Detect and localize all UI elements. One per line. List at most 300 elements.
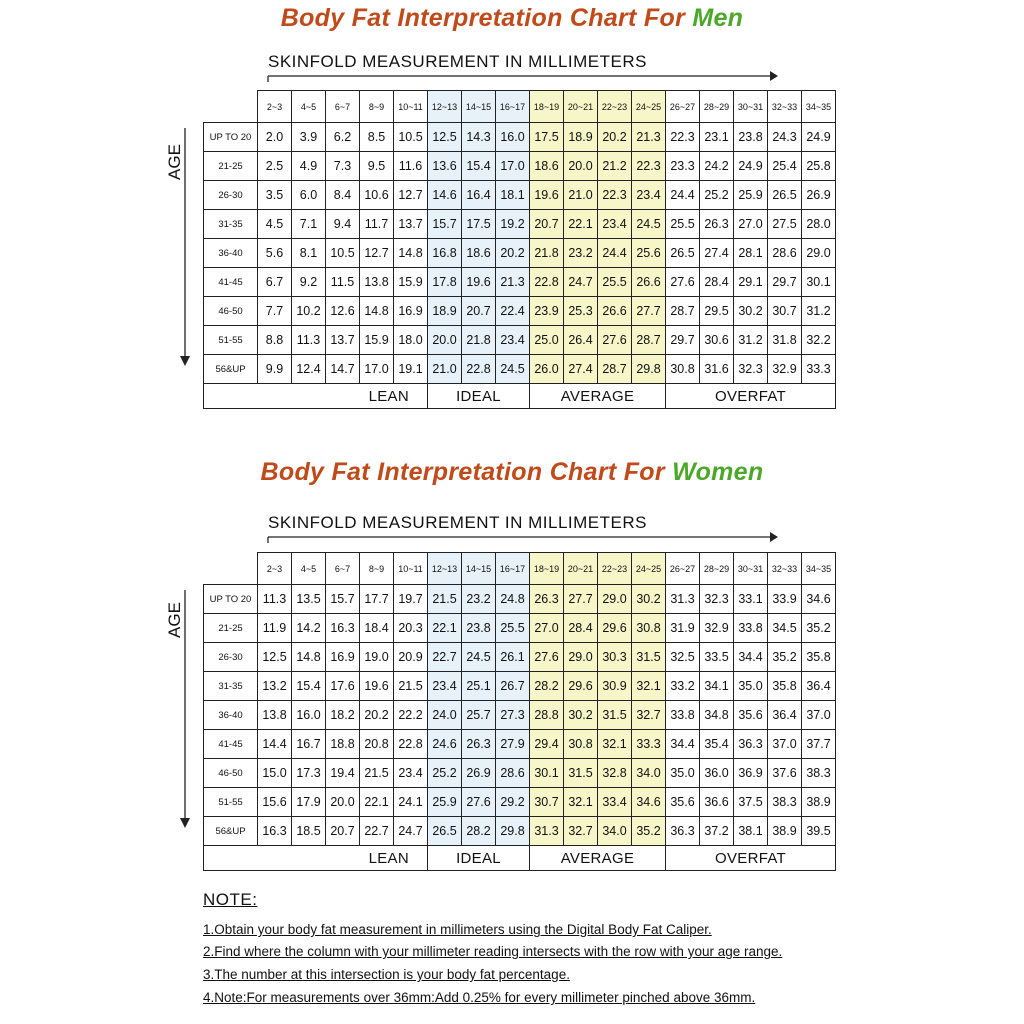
men-body-fat-cell: 9.2	[292, 268, 326, 297]
women-body-fat-cell: 16.3	[326, 614, 360, 643]
men-body-fat-cell: 30.8	[666, 355, 700, 384]
men-body-fat-cell: 17.8	[428, 268, 462, 297]
women-body-fat-cell: 30.1	[530, 759, 564, 788]
note-line-2: 2.Find where the column with your millimeter reading intersects with the row with your age range.	[203, 944, 783, 959]
women-body-fat-cell: 25.7	[462, 701, 496, 730]
men-body-fat-cell: 2.5	[258, 152, 292, 181]
men-body-fat-cell: 19.6	[530, 181, 564, 210]
men-body-fat-cell: 26.4	[564, 326, 598, 355]
men-body-fat-cell: 16.9	[394, 297, 428, 326]
men-body-fat-cell: 29.5	[700, 297, 734, 326]
women-body-fat-cell: 33.9	[768, 585, 802, 614]
men-body-fat-cell: 25.6	[632, 239, 666, 268]
women-body-fat-cell: 17.7	[360, 585, 394, 614]
women-body-fat-cell: 33.4	[598, 788, 632, 817]
women-body-fat-cell: 35.0	[734, 672, 768, 701]
men-body-fat-cell: 25.5	[666, 210, 700, 239]
men-body-fat-cell: 30.2	[734, 297, 768, 326]
women-body-fat-cell: 34.8	[700, 701, 734, 730]
women-body-fat-cell: 24.7	[394, 817, 428, 846]
men-body-fat-cell: 14.7	[326, 355, 360, 384]
women-body-fat-cell: 33.3	[632, 730, 666, 759]
men-column-header: 2~3	[258, 91, 292, 123]
men-age-row-header: 26-30	[204, 181, 258, 210]
men-age-axis-label: AGE	[164, 144, 184, 180]
men-header-row	[204, 91, 836, 123]
men-body-fat-cell: 19.2	[496, 210, 530, 239]
women-body-fat-cell: 36.4	[802, 672, 836, 701]
women-body-fat-cell: 38.9	[802, 788, 836, 817]
women-body-fat-cell: 26.3	[530, 585, 564, 614]
men-body-fat-cell: 21.2	[598, 152, 632, 181]
men-age-row-header: 56&UP	[204, 355, 258, 384]
women-body-fat-cell: 34.4	[666, 730, 700, 759]
men-body-fat-cell: 10.5	[326, 239, 360, 268]
women-chart-title	[0, 458, 1024, 487]
men-body-fat-cell: 24.9	[802, 123, 836, 152]
men-body-fat-cell: 28.7	[632, 326, 666, 355]
men-body-fat-cell: 22.3	[632, 152, 666, 181]
women-age-row-header: UP TO 20	[204, 585, 258, 614]
women-body-fat-cell: 36.9	[734, 759, 768, 788]
women-age-row-header: 46-50	[204, 759, 258, 788]
men-body-fat-cell: 27.6	[598, 326, 632, 355]
women-body-fat-cell: 29.0	[598, 585, 632, 614]
men-body-fat-cell: 30.7	[768, 297, 802, 326]
men-body-fat-cell: 7.3	[326, 152, 360, 181]
women-body-fat-cell: 19.7	[394, 585, 428, 614]
men-body-fat-cell: 20.0	[564, 152, 598, 181]
women-table-row	[204, 730, 836, 759]
women-column-header: 28~29	[700, 553, 734, 585]
women-body-fat-cell: 33.1	[734, 585, 768, 614]
women-x-axis-label: SKINFOLD MEASUREMENT IN MILLIMETERS	[268, 513, 647, 532]
women-body-fat-cell: 27.0	[530, 614, 564, 643]
men-table-row	[204, 181, 836, 210]
men-body-fat-cell: 16.0	[496, 123, 530, 152]
men-body-fat-cell: 29.7	[768, 268, 802, 297]
men-body-fat-cell: 23.4	[496, 326, 530, 355]
women-body-fat-cell: 31.5	[598, 701, 632, 730]
women-body-fat-cell: 35.6	[734, 701, 768, 730]
women-body-fat-cell: 38.3	[802, 759, 836, 788]
men-body-fat-cell: 8.4	[326, 181, 360, 210]
women-table-row	[204, 643, 836, 672]
women-body-fat-cell: 19.6	[360, 672, 394, 701]
men-column-header: 28~29	[700, 91, 734, 123]
women-body-fat-cell: 15.4	[292, 672, 326, 701]
women-body-fat-cell: 36.6	[700, 788, 734, 817]
women-age-row-header: 56&UP	[204, 817, 258, 846]
women-body-fat-cell: 23.4	[428, 672, 462, 701]
women-column-header: 4~5	[292, 553, 326, 585]
men-title-prefix: Body Fat Interpretation Chart For	[280, 4, 686, 32]
women-body-fat-cell: 37.5	[734, 788, 768, 817]
men-column-header: 10~11	[394, 91, 428, 123]
men-column-header: 16~17	[496, 91, 530, 123]
men-body-fat-cell: 12.6	[326, 297, 360, 326]
women-body-fat-cell: 26.9	[462, 759, 496, 788]
women-column-header: 26~27	[666, 553, 700, 585]
women-body-fat-cell: 14.4	[258, 730, 292, 759]
women-title-prefix: Body Fat Interpretation Chart For	[260, 458, 665, 486]
men-body-fat-cell: 11.5	[326, 268, 360, 297]
women-body-fat-cell: 35.8	[768, 672, 802, 701]
women-body-fat-cell: 17.6	[326, 672, 360, 701]
men-x-axis-arrow	[268, 70, 778, 84]
women-body-fat-cell: 15.0	[258, 759, 292, 788]
women-body-fat-cell: 33.8	[666, 701, 700, 730]
women-body-fat-cell: 13.2	[258, 672, 292, 701]
men-body-fat-cell: 31.6	[700, 355, 734, 384]
women-body-fat-cell: 32.1	[632, 672, 666, 701]
women-body-fat-cell: 22.8	[394, 730, 428, 759]
women-body-fat-cell: 20.8	[360, 730, 394, 759]
women-body-fat-cell: 24.5	[462, 643, 496, 672]
men-body-fat-cell: 3.9	[292, 123, 326, 152]
men-body-fat-cell: 2.0	[258, 123, 292, 152]
women-body-fat-cell: 35.0	[666, 759, 700, 788]
women-body-fat-cell: 26.1	[496, 643, 530, 672]
women-body-fat-cell: 20.9	[394, 643, 428, 672]
men-body-fat-cell: 30.1	[802, 268, 836, 297]
women-body-fat-cell: 21.5	[360, 759, 394, 788]
women-category-label: OVERFAT	[666, 846, 836, 871]
men-body-fat-cell: 18.9	[564, 123, 598, 152]
women-x-axis-arrow	[268, 531, 778, 545]
women-body-fat-cell: 29.6	[598, 614, 632, 643]
men-body-fat-cell: 18.9	[428, 297, 462, 326]
women-column-header: 12~13	[428, 553, 462, 585]
women-body-fat-cell: 29.0	[564, 643, 598, 672]
men-category-label: AVERAGE	[530, 384, 666, 409]
women-body-fat-cell: 30.9	[598, 672, 632, 701]
women-body-fat-cell: 21.5	[394, 672, 428, 701]
men-body-fat-cell: 28.7	[666, 297, 700, 326]
men-body-fat-cell: 32.3	[734, 355, 768, 384]
women-body-fat-cell: 34.4	[734, 643, 768, 672]
men-body-fat-cell: 7.7	[258, 297, 292, 326]
women-body-fat-cell: 28.2	[530, 672, 564, 701]
men-body-fat-cell: 15.9	[360, 326, 394, 355]
women-body-fat-cell: 16.3	[258, 817, 292, 846]
women-column-header: 24~25	[632, 553, 666, 585]
men-body-fat-cell: 6.0	[292, 181, 326, 210]
men-body-fat-cell: 6.7	[258, 268, 292, 297]
women-body-fat-cell: 22.2	[394, 701, 428, 730]
men-body-fat-cell: 21.0	[564, 181, 598, 210]
women-body-fat-cell: 25.5	[496, 614, 530, 643]
men-body-fat-cell: 30.6	[700, 326, 734, 355]
men-column-header: 24~25	[632, 91, 666, 123]
men-body-fat-cell: 22.4	[496, 297, 530, 326]
women-body-fat-cell: 31.5	[564, 759, 598, 788]
women-body-fat-cell: 22.7	[428, 643, 462, 672]
men-body-fat-cell: 17.5	[530, 123, 564, 152]
men-body-fat-cell: 7.1	[292, 210, 326, 239]
women-body-fat-cell: 28.6	[496, 759, 530, 788]
men-body-fat-cell: 23.1	[700, 123, 734, 152]
women-body-fat-cell: 36.4	[768, 701, 802, 730]
men-body-fat-cell: 12.5	[428, 123, 462, 152]
women-age-row-header: 36-40	[204, 701, 258, 730]
men-body-fat-cell: 23.3	[666, 152, 700, 181]
women-body-fat-cell: 33.8	[734, 614, 768, 643]
men-body-fat-cell: 19.6	[462, 268, 496, 297]
women-body-fat-cell: 15.6	[258, 788, 292, 817]
men-body-fat-cell: 14.3	[462, 123, 496, 152]
women-body-fat-cell: 30.8	[632, 614, 666, 643]
men-body-fat-cell: 8.8	[258, 326, 292, 355]
men-table-row	[204, 239, 836, 268]
men-body-fat-cell: 22.3	[666, 123, 700, 152]
men-body-fat-cell: 28.6	[768, 239, 802, 268]
men-body-fat-cell: 24.5	[632, 210, 666, 239]
women-category-label: LEAN	[204, 846, 428, 871]
men-age-row-header: UP TO 20	[204, 123, 258, 152]
women-body-fat-cell: 35.4	[700, 730, 734, 759]
men-body-fat-cell: 21.3	[496, 268, 530, 297]
women-column-header: 18~19	[530, 553, 564, 585]
men-body-fat-cell: 25.4	[768, 152, 802, 181]
men-body-fat-cell: 31.2	[802, 297, 836, 326]
women-body-fat-cell: 33.2	[666, 672, 700, 701]
men-x-axis-label: SKINFOLD MEASUREMENT IN MILLIMETERS	[268, 52, 647, 71]
men-body-fat-cell: 23.8	[734, 123, 768, 152]
note-line-4: 4.Note:For measurements over 36mm:Add 0.25% for every millimeter pinched above 36mm.	[203, 990, 756, 1005]
men-body-fat-cell: 21.0	[428, 355, 462, 384]
men-body-fat-cell: 25.9	[734, 181, 768, 210]
men-body-fat-cell: 14.8	[394, 239, 428, 268]
men-category-row	[204, 384, 836, 409]
men-body-fat-cell: 23.4	[598, 210, 632, 239]
men-body-fat-cell: 13.6	[428, 152, 462, 181]
women-body-fat-cell: 37.2	[700, 817, 734, 846]
women-body-fat-cell: 35.6	[666, 788, 700, 817]
men-body-fat-cell: 26.0	[530, 355, 564, 384]
women-body-fat-cell: 16.9	[326, 643, 360, 672]
men-body-fat-cell: 14.6	[428, 181, 462, 210]
note-title: NOTE:	[203, 890, 258, 909]
women-body-fat-cell: 18.2	[326, 701, 360, 730]
men-body-fat-cell: 17.0	[360, 355, 394, 384]
women-body-fat-cell: 20.2	[360, 701, 394, 730]
women-body-fat-cell: 34.6	[802, 585, 836, 614]
women-body-fat-cell: 32.1	[598, 730, 632, 759]
women-body-fat-cell: 37.7	[802, 730, 836, 759]
men-body-fat-cell: 9.9	[258, 355, 292, 384]
men-category-label: LEAN	[204, 384, 428, 409]
men-body-fat-cell: 11.6	[394, 152, 428, 181]
men-body-fat-cell: 28.0	[802, 210, 836, 239]
men-body-fat-cell: 33.3	[802, 355, 836, 384]
men-body-fat-cell: 9.4	[326, 210, 360, 239]
women-body-fat-cell: 36.3	[666, 817, 700, 846]
men-body-fat-cell: 24.3	[768, 123, 802, 152]
men-body-fat-cell: 27.0	[734, 210, 768, 239]
men-body-fat-cell: 22.1	[564, 210, 598, 239]
men-category-label: IDEAL	[428, 384, 530, 409]
women-body-fat-table	[203, 552, 836, 871]
women-body-fat-cell: 39.5	[802, 817, 836, 846]
women-body-fat-cell: 24.1	[394, 788, 428, 817]
women-body-fat-cell: 37.0	[802, 701, 836, 730]
women-column-header: 32~33	[768, 553, 802, 585]
women-title-gender: Women	[672, 458, 764, 486]
note-line-1: 1.Obtain your body fat measurement in millimeters using the Digital Body Fat Caliper.	[203, 922, 712, 937]
women-body-fat-cell: 30.2	[632, 585, 666, 614]
men-body-fat-cell: 21.8	[530, 239, 564, 268]
women-column-header: 8~9	[360, 553, 394, 585]
men-body-fat-cell: 15.4	[462, 152, 496, 181]
men-body-fat-cell: 26.3	[700, 210, 734, 239]
women-body-fat-cell: 25.9	[428, 788, 462, 817]
men-column-header: 22~23	[598, 91, 632, 123]
women-body-fat-cell: 17.9	[292, 788, 326, 817]
men-column-header: 4~5	[292, 91, 326, 123]
women-body-fat-cell: 36.3	[734, 730, 768, 759]
women-body-fat-cell: 29.6	[564, 672, 598, 701]
men-column-header: 6~7	[326, 91, 360, 123]
men-body-fat-cell: 24.2	[700, 152, 734, 181]
men-body-fat-cell: 4.5	[258, 210, 292, 239]
women-body-fat-cell: 23.2	[462, 585, 496, 614]
men-body-fat-cell: 31.8	[768, 326, 802, 355]
women-age-row-header: 31-35	[204, 672, 258, 701]
women-body-fat-cell: 18.5	[292, 817, 326, 846]
women-body-fat-cell: 25.1	[462, 672, 496, 701]
women-body-fat-cell: 30.8	[564, 730, 598, 759]
women-body-fat-cell: 18.8	[326, 730, 360, 759]
men-body-fat-cell: 31.2	[734, 326, 768, 355]
men-body-fat-cell: 24.4	[666, 181, 700, 210]
women-body-fat-cell: 16.0	[292, 701, 326, 730]
men-corner-cell	[204, 91, 258, 123]
men-body-fat-cell: 12.7	[394, 181, 428, 210]
women-age-axis-label: AGE	[164, 602, 184, 638]
women-column-header: 10~11	[394, 553, 428, 585]
men-body-fat-cell: 29.7	[666, 326, 700, 355]
men-table-row	[204, 123, 836, 152]
men-body-fat-cell: 3.5	[258, 181, 292, 210]
men-body-fat-cell: 22.8	[530, 268, 564, 297]
women-column-header: 14~15	[462, 553, 496, 585]
men-body-fat-cell: 13.7	[394, 210, 428, 239]
women-body-fat-cell: 31.3	[530, 817, 564, 846]
men-body-fat-cell: 18.1	[496, 181, 530, 210]
men-body-fat-cell: 8.1	[292, 239, 326, 268]
women-body-fat-cell: 37.0	[768, 730, 802, 759]
men-column-header: 14~15	[462, 91, 496, 123]
women-body-fat-cell: 29.2	[496, 788, 530, 817]
women-column-header: 6~7	[326, 553, 360, 585]
men-age-row-header: 41-45	[204, 268, 258, 297]
women-body-fat-cell: 34.1	[700, 672, 734, 701]
women-age-axis-arrow	[178, 590, 192, 830]
women-body-fat-cell: 31.5	[632, 643, 666, 672]
women-body-fat-cell: 27.9	[496, 730, 530, 759]
men-category-label: OVERFAT	[666, 384, 836, 409]
men-body-fat-cell: 10.2	[292, 297, 326, 326]
men-body-fat-cell: 19.1	[394, 355, 428, 384]
women-age-row-header: 41-45	[204, 730, 258, 759]
men-body-fat-cell: 29.0	[802, 239, 836, 268]
note-line-3: 3.The number at this intersection is your body fat percentage.	[203, 967, 570, 982]
women-body-fat-cell: 38.1	[734, 817, 768, 846]
men-body-fat-cell: 11.3	[292, 326, 326, 355]
men-table-row	[204, 326, 836, 355]
women-body-fat-cell: 34.5	[768, 614, 802, 643]
men-body-fat-cell: 29.1	[734, 268, 768, 297]
men-table-row	[204, 297, 836, 326]
women-body-fat-cell: 13.5	[292, 585, 326, 614]
women-age-row-header: 21-25	[204, 614, 258, 643]
men-column-header: 30~31	[734, 91, 768, 123]
women-column-header: 20~21	[564, 553, 598, 585]
women-body-fat-cell: 34.6	[632, 788, 666, 817]
men-column-header: 32~33	[768, 91, 802, 123]
men-column-header: 18~19	[530, 91, 564, 123]
women-body-fat-cell: 35.2	[632, 817, 666, 846]
men-body-fat-cell: 21.3	[632, 123, 666, 152]
men-body-fat-cell: 15.9	[394, 268, 428, 297]
women-body-fat-cell: 12.5	[258, 643, 292, 672]
women-body-fat-cell: 32.5	[666, 643, 700, 672]
women-body-fat-cell: 32.3	[700, 585, 734, 614]
women-age-row-header: 26-30	[204, 643, 258, 672]
men-body-fat-cell: 26.9	[802, 181, 836, 210]
women-body-fat-cell: 17.3	[292, 759, 326, 788]
women-table-row	[204, 614, 836, 643]
women-body-fat-cell: 34.0	[598, 817, 632, 846]
women-body-fat-cell: 31.3	[666, 585, 700, 614]
men-body-fat-cell: 17.0	[496, 152, 530, 181]
women-body-fat-cell: 11.9	[258, 614, 292, 643]
women-column-header: 30~31	[734, 553, 768, 585]
men-body-fat-cell: 25.3	[564, 297, 598, 326]
women-body-fat-cell: 30.7	[530, 788, 564, 817]
men-body-fat-cell: 24.7	[564, 268, 598, 297]
women-body-fat-cell: 22.7	[360, 817, 394, 846]
women-body-fat-cell: 25.2	[428, 759, 462, 788]
men-body-fat-cell: 26.6	[632, 268, 666, 297]
men-title-gender: Men	[692, 4, 744, 32]
men-body-fat-cell: 32.9	[768, 355, 802, 384]
women-body-fat-cell: 29.4	[530, 730, 564, 759]
men-body-fat-cell: 26.5	[768, 181, 802, 210]
men-body-fat-cell: 22.3	[598, 181, 632, 210]
men-body-fat-cell: 8.5	[360, 123, 394, 152]
men-body-fat-cell: 24.9	[734, 152, 768, 181]
women-column-header: 2~3	[258, 553, 292, 585]
women-category-label: IDEAL	[428, 846, 530, 871]
men-body-fat-cell: 28.4	[700, 268, 734, 297]
men-body-fat-cell: 18.6	[530, 152, 564, 181]
men-body-fat-cell: 25.5	[598, 268, 632, 297]
men-table-row	[204, 355, 836, 384]
women-table-row	[204, 788, 836, 817]
women-table-row	[204, 817, 836, 846]
women-body-fat-cell: 32.7	[564, 817, 598, 846]
women-body-fat-cell: 19.4	[326, 759, 360, 788]
women-body-fat-cell: 34.0	[632, 759, 666, 788]
women-body-fat-cell: 19.0	[360, 643, 394, 672]
men-age-axis-arrow	[178, 128, 192, 368]
women-body-fat-cell: 24.0	[428, 701, 462, 730]
women-category-row	[204, 846, 836, 871]
women-body-fat-cell: 23.4	[394, 759, 428, 788]
men-body-fat-cell: 13.8	[360, 268, 394, 297]
